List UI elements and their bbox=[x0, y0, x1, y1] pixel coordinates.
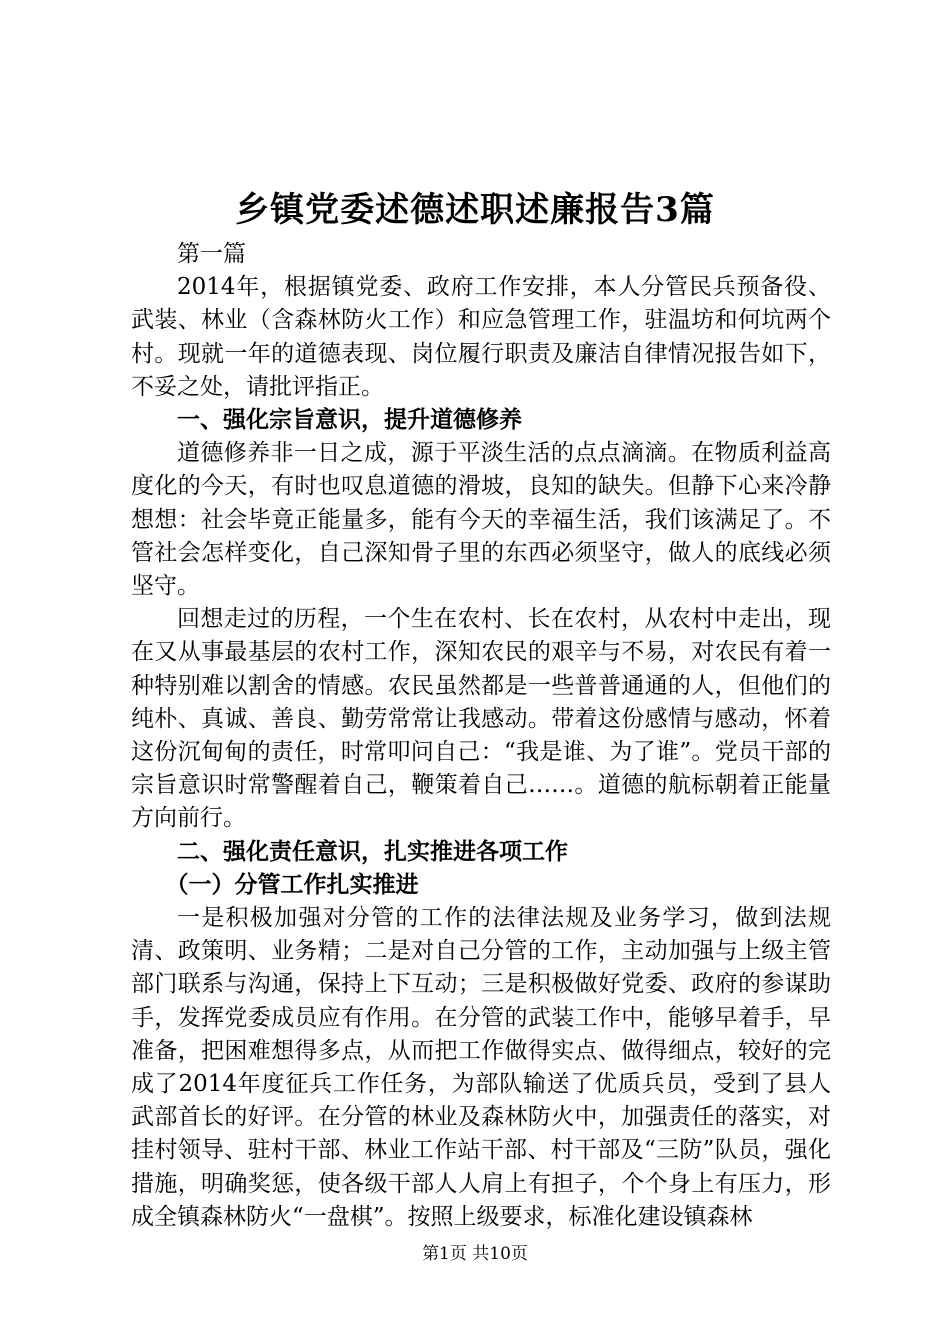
body-paragraph: 道德修养非一日之成，源于平淡生活的点点滴滴。在物质利益高度化的今天，有时也叹息道德的滑坡，良知的缺失。但静下心来冷静想想：社会毕竟正能量多，能有今天的幸福生活，我们该满足了。不管社会怎样变化，自己深知骨子里的东西必须坚守，做人的底线必须坚守。 bbox=[131, 440, 831, 600]
document-body bbox=[131, 238, 831, 1234]
body-paragraph: 一是积极加强对分管的工作的法律法规及业务学习，做到法规清、政策明、业务精；二是对自己分管的工作，主动加强与上级主管部门联系与沟通，保持上下互动；三是积极做好党委、政府的参谋助手，发挥党委成员应有作用。在分管的武装工作中，能够早着手，早准备，把困难想得多点，从而把工作做得实点、做得细点，较好的完成了2014年度征兵工作任务，为部队输送了优质兵员，受到了县人武部首长的好评。在分管的林业及森林防火中，加强责任的落实，对挂村领导、驻村干部、林业工作站干部、村干部及“三防”队员，强化措施，明确奖惩，使各级干部人人肩上有担子，个个身上有压力，形成全镇森林防火“一盘棋”。按照上级要求，标准化建设镇森林 bbox=[131, 905, 831, 1230]
subsection-heading: （一）分管工作扎实推进 bbox=[165, 871, 419, 898]
section-heading: 一、强化宗旨意识，提升道德修养 bbox=[177, 407, 522, 434]
body-paragraph: 回想走过的历程，一个生在农村、长在农村，从农村中走出，现在又从事最基层的农村工作，深知农民的艰辛与不易，对农民有着一种特别难以割舍的情感。农民虽然都是一些普普通通的人，但他们的纯朴、真诚、善良、勤劳常常让我感动。带着这份感情与感动，怀着这份沉甸甸的责任，时常叩问自己：“我是谁、为了谁”。党员干部的宗旨意识时常警醒着自己，鞭策着自己……。道德的航标朝着正能量方向前行。 bbox=[131, 606, 831, 832]
page-footer: 第1页 共10页 bbox=[422, 1244, 528, 1264]
section-label: 第一篇 bbox=[177, 241, 246, 267]
section-heading: 二、强化责任意识，扎实推进各项工作 bbox=[177, 838, 568, 865]
document-title: 乡镇党委述德述职述廉报告3篇 bbox=[235, 190, 715, 230]
body-paragraph: 2014年，根据镇党委、政府工作安排，本人分管民兵预备役、武装、林业（含森林防火工作）和应急管理工作，驻温坊和何坑两个村。现就一年的道德表现、岗位履行职责及廉洁自律情况报告如下，不妥之处，请批评指正。 bbox=[131, 274, 831, 400]
